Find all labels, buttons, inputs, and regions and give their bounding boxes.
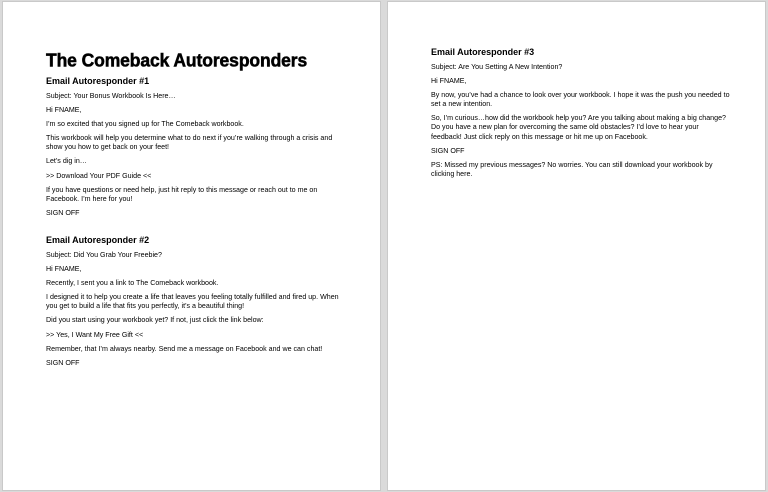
document-page-1	[3, 2, 380, 490]
email-paragraph: Recently, I sent you a link to The Comeback workbook.	[46, 279, 219, 288]
email-subject: Subject: Your Bonus Workbook Is Here…	[46, 92, 176, 100]
email-sign-off: SIGN OFF	[46, 208, 80, 217]
email-sign-off: SIGN OFF	[46, 358, 80, 367]
email-greeting: Hi FNAME,	[46, 106, 82, 115]
email-paragraph: I’m so excited that you signed up for The Comeback workbook.	[46, 120, 244, 129]
email-paragraph: So, I’m curious…how did the workbook help you? Are you talking about making a big change? Do you have a new plan for overcoming the same old obstacles? I’d love to hear your feedback! Just click reply on this message or hit me up on Facebook.	[431, 114, 726, 141]
email-paragraph: Let’s dig in…	[46, 157, 87, 166]
document-page-2	[388, 2, 765, 490]
email-subject: Subject: Are You Setting A New Intention?	[431, 63, 563, 71]
email-paragraph: By now, you’ve had a chance to look over your workbook. I hope it was the push you needed to set a new intention.	[431, 91, 730, 109]
email-heading: Email Autoresponder #2	[46, 234, 150, 245]
email-heading: Email Autoresponder #3	[431, 47, 535, 57]
email-link-text: >> Download Your PDF Guide <<	[46, 171, 152, 180]
email-autoresponder-2	[46, 235, 346, 368]
email-autoresponder-1	[46, 76, 346, 218]
email-postscript: PS: Missed my previous messages? No worries. You can still download your workbook by clicking here.	[431, 160, 713, 178]
email-paragraph: If you have questions or need help, just hit reply to this message or reach out to me on Facebook. I’m here for you!	[46, 185, 318, 203]
email-paragraph: I designed it to help you create a life that leaves you feeling totally fulfilled and fired up. When you get to build a life that fits you perfectly, it’s a beautiful thing!	[46, 293, 339, 311]
page-2-content	[431, 47, 731, 179]
email-greeting: Hi FNAME,	[46, 265, 82, 274]
email-link-text: >> Yes, I Want My Free Gift <<	[46, 330, 144, 339]
email-paragraph: Remember, that I’m always nearby. Send me a message on Facebook and we can chat!	[46, 344, 323, 353]
email-autoresponder-3	[431, 47, 731, 179]
email-subject: Subject: Did You Grab Your Freebie?	[46, 250, 162, 259]
email-sign-off: SIGN OFF	[431, 146, 465, 155]
email-paragraph: Did you start using your workbook yet? If not, just click the link below:	[46, 316, 264, 325]
document-title: The Comeback Autoresponders	[46, 49, 308, 71]
email-paragraph: This workbook will help you determine what to do next if you’re walking through a crisis and show you how to get back on your feet!	[46, 134, 333, 152]
email-greeting: Hi FNAME,	[431, 77, 467, 86]
page-1-content	[46, 49, 346, 368]
email-heading: Email Autoresponder #1	[46, 76, 150, 86]
